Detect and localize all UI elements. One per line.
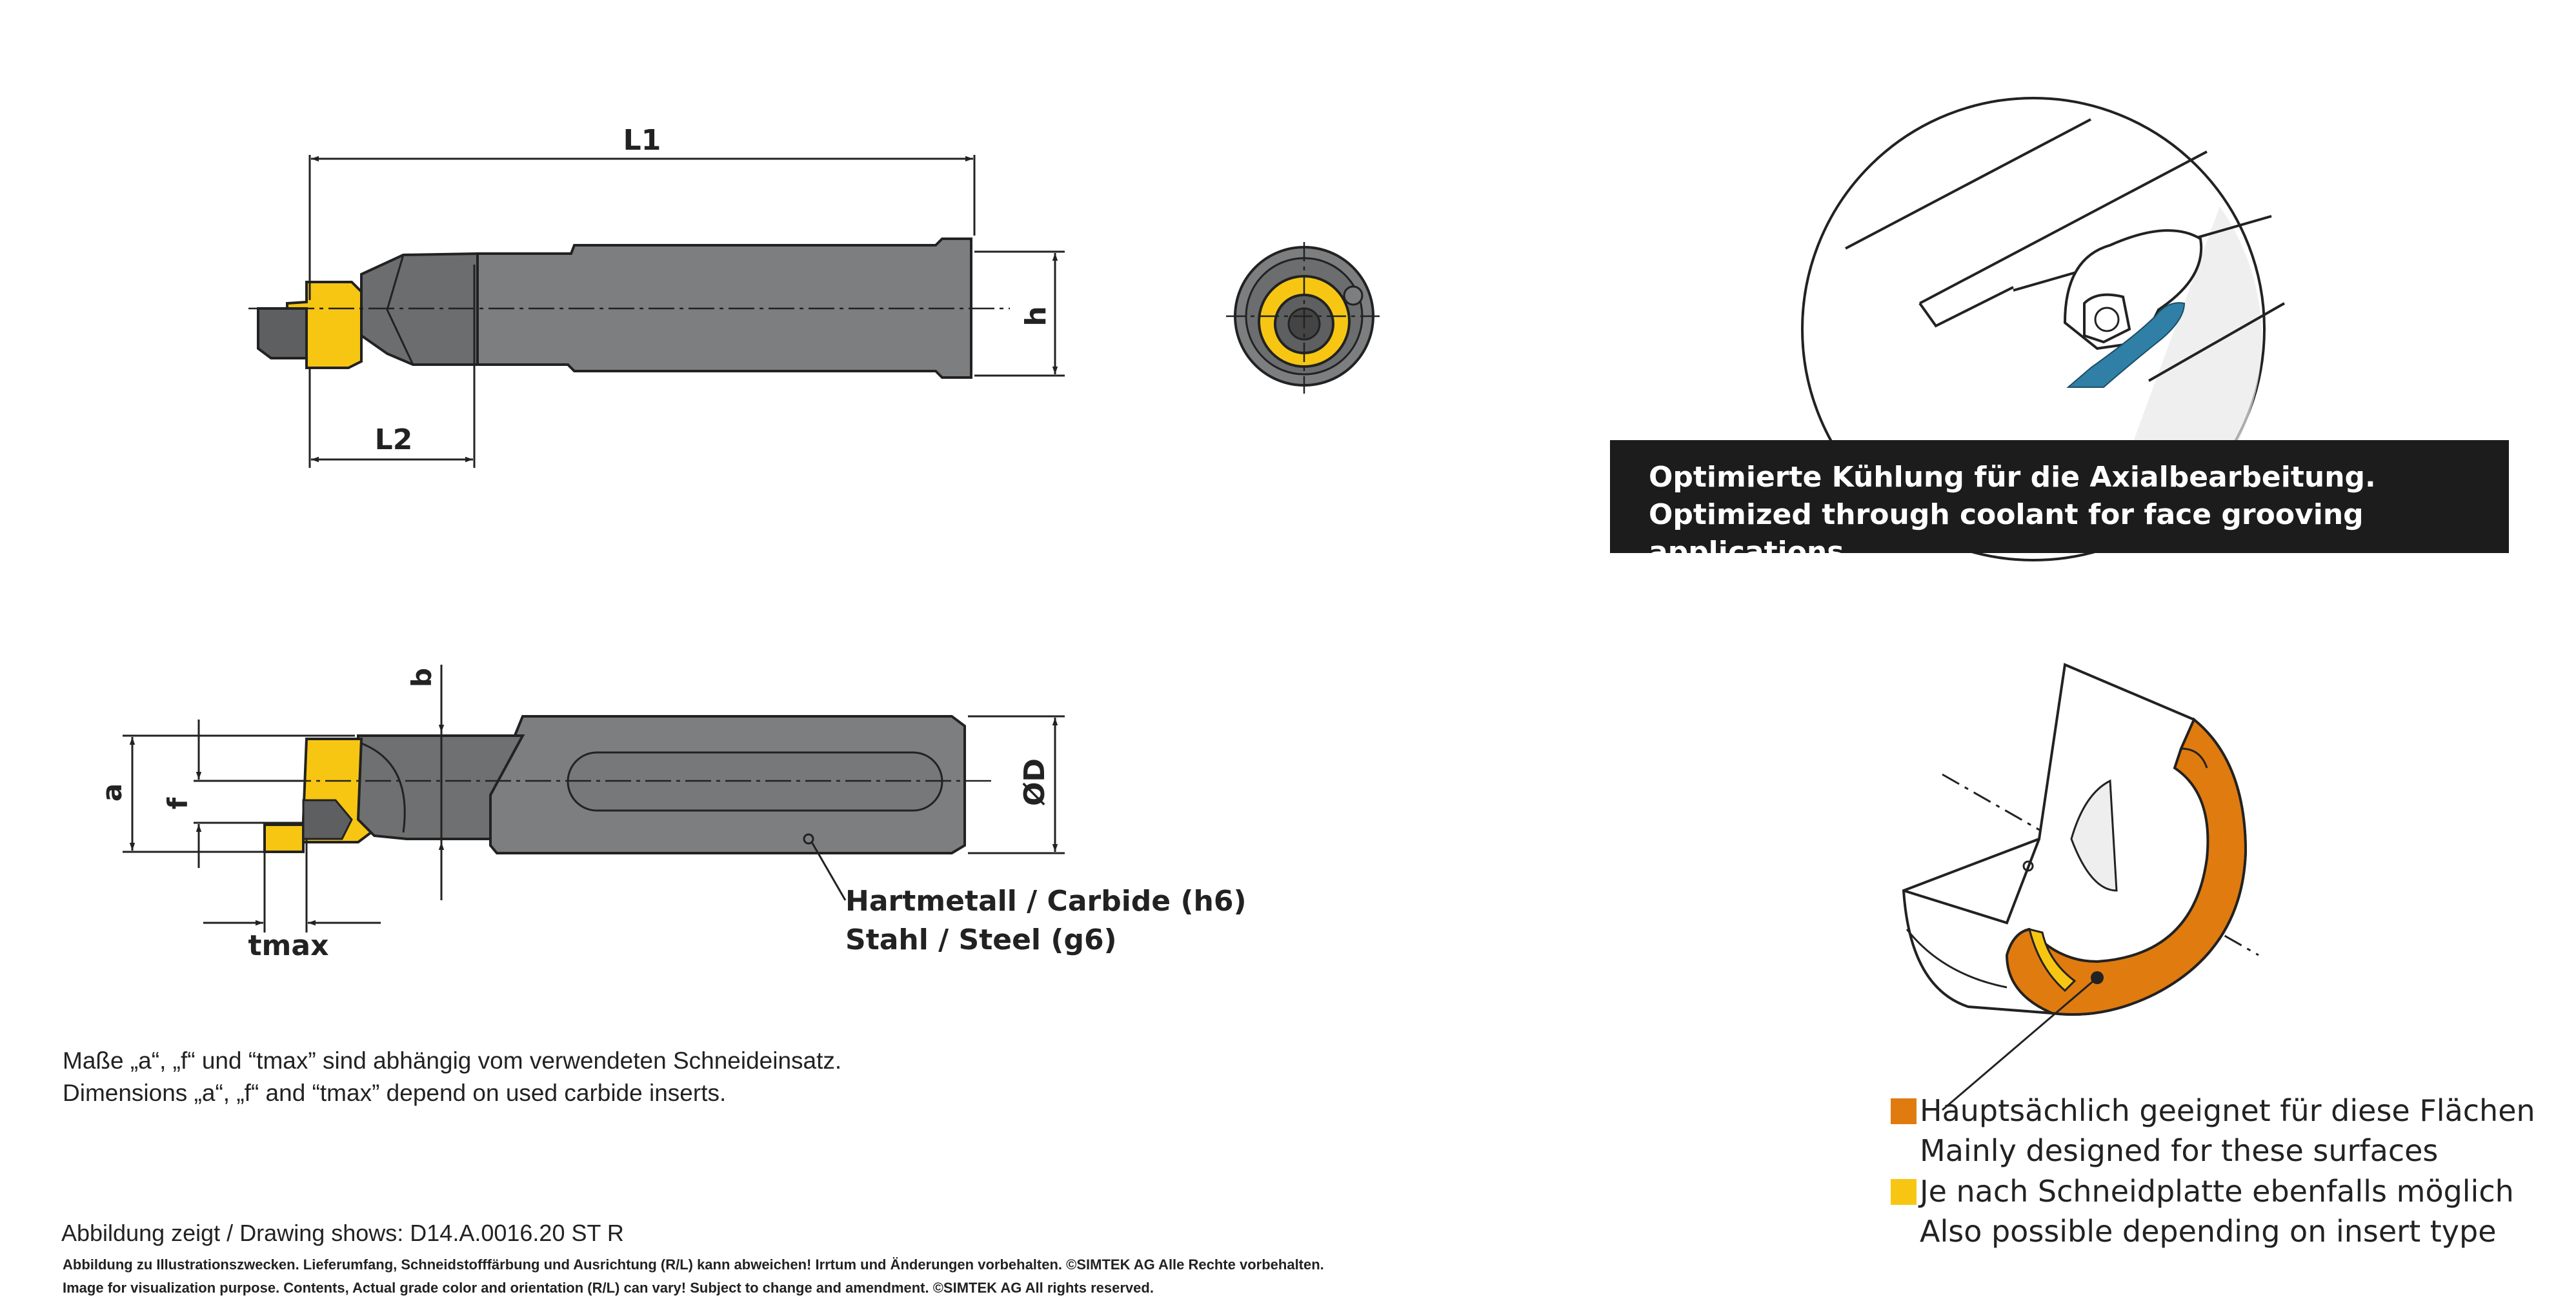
drawing-shows: Abbildung zeigt / Drawing shows: D14.A.0016.20 ST R [61,1220,624,1246]
disclaimer-en: Image for visualization purpose. Contents, Actual grade color and orientation (R/L) can vary! Subject to change and amendment. ©SIMTEK AG All rights reserved. [63,1280,1154,1296]
orange-swatch [1891,1098,1917,1124]
dim-h: h [1020,306,1052,327]
disclaimer-de: Abbildung zu Illustrationszwecken. Lieferumfang, Schneidstofffärbung und Ausrichtung (R/L) kann abweichen! Irrtum und Änderungen vorbehalten. ©SIMTEK AG Alle Rechte vorbehalten. [63,1256,1324,1273]
insert-holder-top [258,308,307,358]
legend-main-line-2: Mainly designed for these surfaces [1920,1133,2439,1168]
legend-item-main [1920,1091,2535,1171]
dim-L1: L1 [623,124,661,157]
legend-main-line-1: Hauptsächlich geeignet für diese Flächen [1920,1093,2535,1128]
dim-L2: L2 [374,423,413,456]
legend-possible-line-2: Also possible depending on insert type [1920,1214,2497,1249]
callout-line-2: Optimized through coolant for face grooving applications. [1649,498,2364,569]
face-groove-illustration [1904,665,2259,1110]
dim-OD: ØD [1018,758,1051,806]
legend-item-possible [1920,1171,2514,1251]
material-line-1: Hartmetall / Carbide (h6) [845,885,1247,918]
coolant-callout [1610,440,2509,569]
tool-side-view [245,716,994,853]
dim-a: a [96,783,128,802]
callout-line-1: Optimierte Kühlung für die Axialbearbeitung. [1649,461,2376,494]
legend-possible-line-1: Je nach Schneidplatte ebenfalls möglich [1920,1174,2514,1209]
note-de: Maße „a“, „f“ und “tmax” sind abhängig vom verwendeten Schneideinsatz. [63,1047,842,1074]
material-text [845,882,1247,960]
tool-end-view [1226,242,1381,394]
dim-tmax: tmax [248,929,329,962]
note-en: Dimensions „a“, „f“ and “tmax” depend on used carbide inserts. [63,1080,727,1106]
dim-b: b [406,667,438,688]
tool-top-view [248,239,1010,378]
material-line-2: Stahl / Steel (g6) [845,923,1117,956]
dim-f: f [162,797,194,810]
yellow-swatch [1891,1179,1917,1205]
